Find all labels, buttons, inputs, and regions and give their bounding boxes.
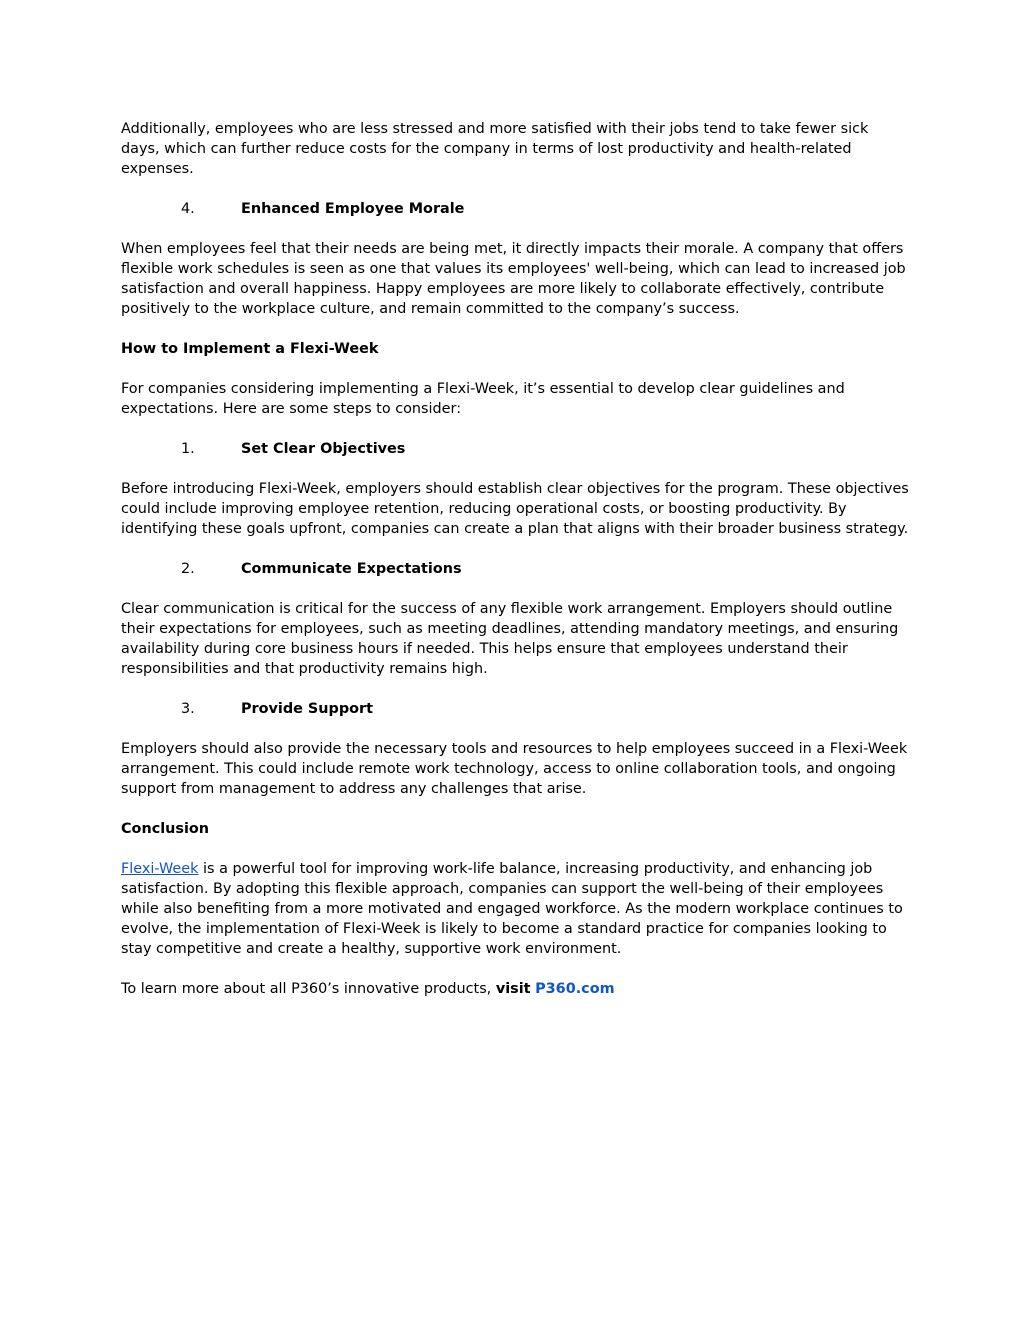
learn-more-paragraph xyxy=(121,979,911,999)
list-item-provide-support xyxy=(121,699,911,719)
visit-label: visit xyxy=(495,981,531,997)
morale-paragraph: When employees feel that their needs are being met, it directly impacts their morale. A company that offers flexible work schedules is seen as one that values its employees' well-being, which can lead to increased job satisfaction and overall happiness. Happy employees are more likely to collaborate effectively, contribute positively to the workplace culture, and remain committed to the company’s success. xyxy=(121,241,906,317)
learn-more-text: To learn more about all P360’s innovative products, xyxy=(121,981,496,997)
list-item-set-objectives xyxy=(121,439,911,459)
conclusion-heading: Conclusion xyxy=(121,821,210,837)
list-title: Set Clear Objectives xyxy=(241,441,406,457)
intro-paragraph: Additionally, employees who are less stressed and more satisfied with their jobs tend to take fewer sick days, which can further reduce costs for the company in terms of lost productivity and health-related expenses. xyxy=(121,121,869,177)
document-page xyxy=(121,119,911,999)
list-item-communicate xyxy=(121,559,911,579)
flexi-week-link[interactable]: Flexi-Week xyxy=(121,861,199,877)
list-number: 1. xyxy=(181,441,195,457)
list-title: Enhanced Employee Morale xyxy=(241,201,465,217)
objectives-paragraph: Before introducing Flexi-Week, employers should establish clear objectives for the program. These objectives could include improving employee retention, reducing operational costs, or boosting productivity. By identifying these goals upfront, companies can create a plan that aligns with their broader business strategy. xyxy=(121,481,909,537)
list-title: Communicate Expectations xyxy=(241,561,462,577)
implement-paragraph: For companies considering implementing a Flexi-Week, it’s essential to develop clear guidelines and expectations. Here are some steps to consider: xyxy=(121,381,845,417)
list-item-enhanced-morale xyxy=(121,199,911,219)
support-paragraph: Employers should also provide the necessary tools and resources to help employees succeed in a Flexi-Week arrangement. This could include remote work technology, access to online collaboration tools, and ongoing support from management to address any challenges that arise. xyxy=(121,741,908,797)
implement-heading: How to Implement a Flexi-Week xyxy=(121,341,379,357)
list-number: 2. xyxy=(181,561,195,577)
p360-link[interactable]: P360.com xyxy=(535,981,615,997)
list-number: 4. xyxy=(181,201,195,217)
conclusion-text: is a powerful tool for improving work-life balance, increasing productivity, and enhancing job satisfaction. By adopting this flexible approach, companies can support the well-being of their employees while also benefiting from a more motivated and engaged workforce. As the modern workplace continues to evolve, the implementation of Flexi-Week is likely to become a standard practice for companies looking to stay competitive and create a healthy, supportive work environment. xyxy=(121,861,903,957)
communicate-paragraph: Clear communication is critical for the success of any flexible work arrangement. Employers should outline their expectations for employees, such as meeting deadlines, attending mandatory meetings, and ensuring availability during core business hours if needed. This helps ensure that employees understand their responsibilities and that productivity remains high. xyxy=(121,601,899,677)
list-number: 3. xyxy=(181,701,195,717)
list-title: Provide Support xyxy=(241,701,373,717)
conclusion-paragraph xyxy=(121,859,911,959)
